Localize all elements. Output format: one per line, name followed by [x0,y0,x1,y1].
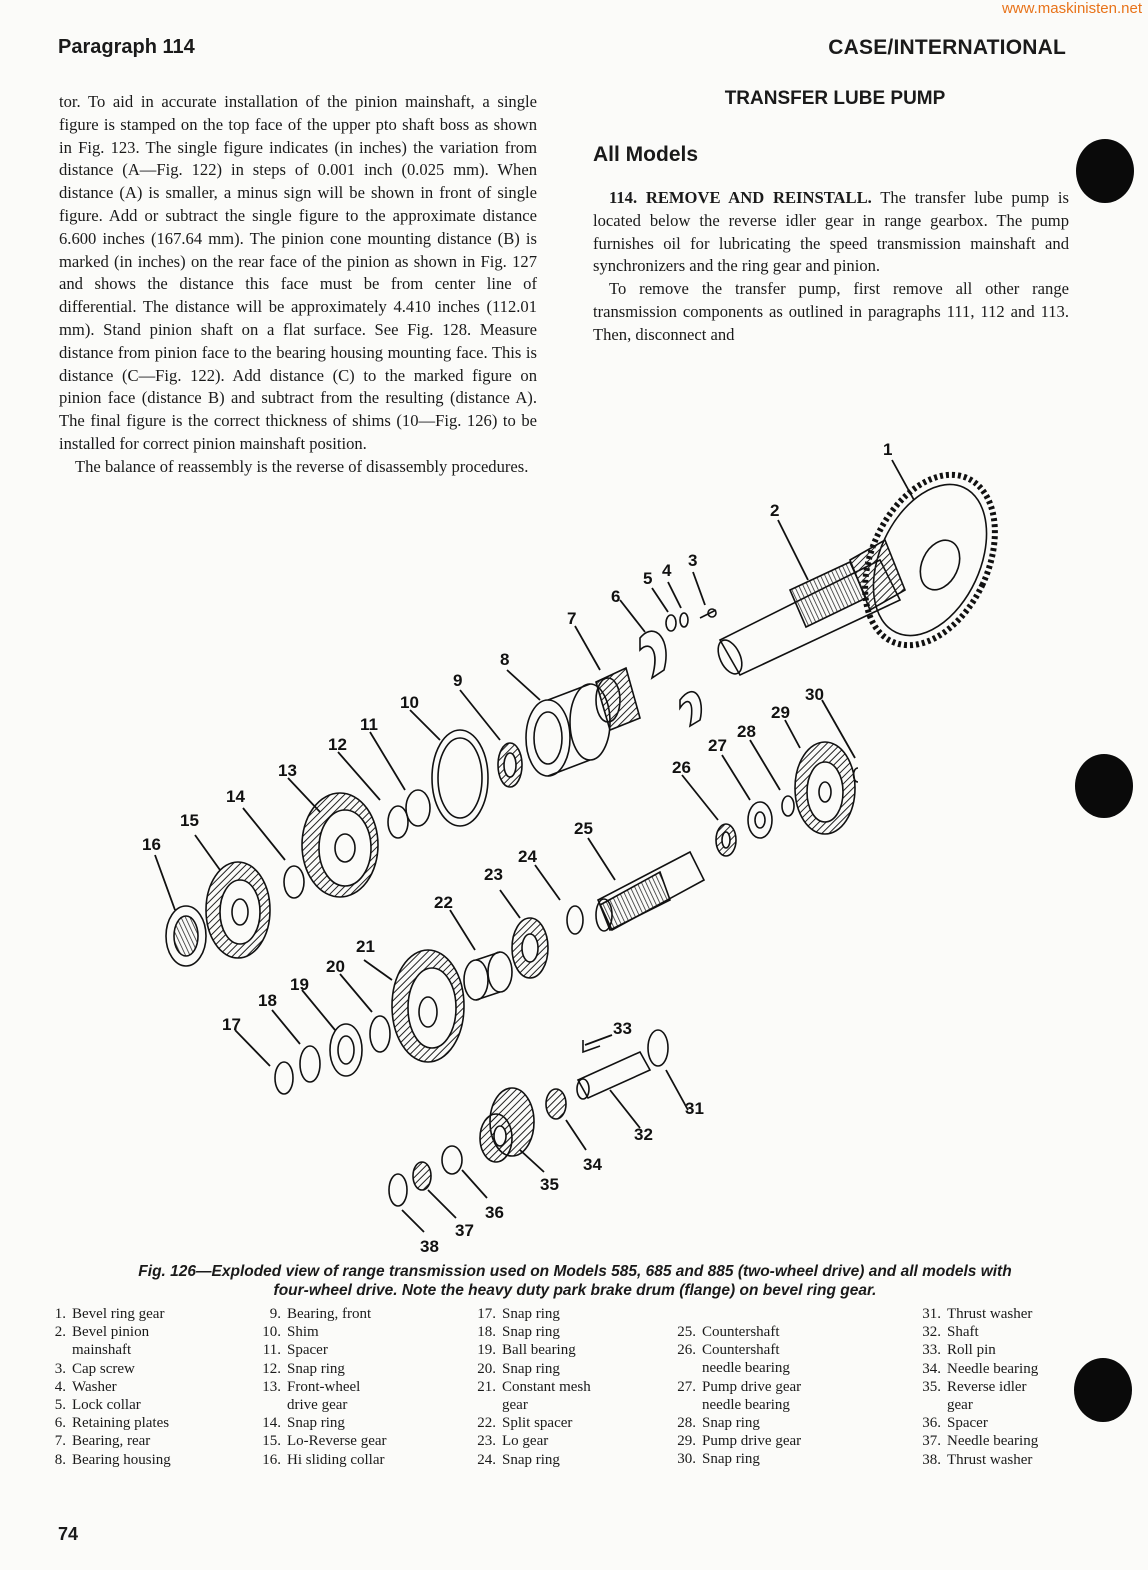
legend-item-number: 3. [54,1360,66,1377]
legend-item-label: Thrust washer [947,1451,1033,1468]
legend-item [670,1450,900,1468]
legend-item [915,1305,1075,1323]
callout-12: 12 [328,735,347,754]
legend-item-number: 20. [477,1360,496,1377]
legend-item-label: Countershaft [702,1324,780,1340]
legend-column-3 [470,1305,680,1469]
legend-item-label: Snap ring [702,1415,760,1432]
legend-item [915,1414,1075,1432]
legend-item-label: Shaft [947,1324,979,1341]
snap-ring-12-part [388,806,408,838]
callout-28: 28 [737,722,756,741]
legend-item-label: Bearing housing [72,1451,171,1468]
legend-item-number: 38. [922,1451,941,1468]
countershaft-needle-bearing-part [716,824,736,856]
legend-column-2 [255,1305,470,1469]
legend-item-label: Lock collar [72,1397,141,1414]
legend-item-label: Bevel ring gear [72,1306,165,1322]
legend-item-number: 26. [677,1342,696,1359]
legend-item [470,1341,680,1359]
legend-column-1 [40,1305,250,1469]
legend-item-number: 33. [922,1342,941,1359]
paragraph-body: The transfer lube pump is located below the reverse idler gear in range gearbox. The pump furnishes oil for lubricating the speed transmission mainshaft and synchronizers and the ring gear and pinion. [593,188,1069,276]
callout-36: 36 [485,1203,504,1222]
legend-item-label: Roll pin [947,1342,996,1359]
retaining-plates-part [640,631,701,726]
page-header-paragraph: Paragraph 114 [58,36,195,58]
legend-item-label: Spacer [287,1342,328,1359]
legend-item-number: 15. [262,1433,281,1450]
legend-item-label: Snap ring [287,1415,345,1432]
needle-bearing-37-part [413,1162,431,1190]
legend-item [470,1360,680,1378]
callout-24: 24 [518,847,537,866]
callout-11: 11 [360,715,378,734]
legend-item [670,1323,900,1341]
legend-item-label: Lo gear [502,1433,549,1450]
subheading: All Models [593,143,699,166]
legend-item-number: 23. [477,1433,496,1450]
spacer-36-part [442,1146,462,1174]
legend-item [670,1341,900,1377]
lo-reverse-gear-part [206,862,270,958]
legend-item-number: 12. [262,1360,281,1377]
legend-item [40,1378,250,1396]
callout-22: 22 [434,893,453,912]
legend-item-label: Thrust washer [947,1306,1033,1322]
legend-item-label: Ball bearing [502,1342,576,1359]
legend-item-label: Front-wheel drive gear [287,1378,361,1414]
callout-31: 31 [685,1099,704,1118]
legend-item-number: 6. [54,1415,66,1432]
legend-item-label: Countershaft needle bearing [702,1342,790,1377]
legend-item-label: Lo-Reverse gear [287,1433,387,1450]
legend-item-label: Washer [72,1378,117,1395]
ball-bearing-part [330,1024,362,1076]
legend-item [255,1360,470,1378]
callout-21: 21 [356,937,375,956]
snap-ring-24-part [567,906,583,934]
snap-ring-17-part [275,1062,293,1094]
legend-item [40,1432,250,1450]
lo-gear-part [512,918,548,978]
callout-2: 2 [770,501,780,520]
pump-drive-gear-needle-bearing-part [748,802,772,838]
legend-item [915,1360,1075,1378]
callout-4: 4 [662,561,672,580]
legend-item-label: Bearing, rear [72,1433,151,1450]
legend-item-number: 24. [477,1451,496,1468]
legend-item-label: Snap ring [502,1324,560,1341]
callout-30: 30 [805,685,824,704]
reverse-idler-shaft-part [577,1052,650,1099]
legend-item-number: 37. [922,1433,941,1450]
legend-item-number: 32. [922,1324,941,1341]
thrust-washer-31-part [648,1030,668,1066]
legend-item-number: 17. [477,1306,496,1322]
legend-column-4 [670,1323,900,1469]
legend-item-number: 1. [54,1306,66,1322]
section-title: TRANSFER LUBE PUMP [724,88,946,109]
left-paragraph-1: tor. To aid in accurate installation of the pinion mainshaft, a single figure is stamped on the top face of the upper pto shaft boss as shown in Fig. 123. The single figure indicates (in inches) the variation from distance (A—Fig. 122) in steps of 0.001 inch (0.025 mm). When distance (A) is smaller, a minus sign will be shown in front of single figure. Add or subtract the single figure to the approximate distance 6.600 inches (167.64 mm). The pinion cone mounting distance (B) is marked (in inches) on the rear face of the pinion as shown in Fig. 127 and shows the distance this face must be from center line of differential. The distance will be approximately 4.410 inches (112.01 mm). Stand pinion shaft on a flat surface. See Fig. 128. Measure distance from pinion face to the bearing housing mounting face. This is distance (C—Fig. 122). Add distance (C) to the marked figure on pinion face (distance B) and subtract from the resulting (distance A). The final figure is the correct thickness of shims (10—Fig. 126) to be installed for correct pinion mainshaft position. [59,92,537,453]
legend-item [40,1396,250,1414]
legend-item-label: Pump drive gear needle bearing [702,1378,802,1413]
legend-item-number: 21. [477,1378,496,1395]
legend-item [40,1451,250,1469]
callout-33: 33 [613,1019,632,1038]
legend-item-label: Needle bearing [947,1433,1039,1450]
legend-item-label: Needle bearing [947,1360,1039,1377]
front-bearing-part [498,743,522,787]
legend-item-label: Reverse idler gear [947,1378,1027,1414]
legend-item-number: 14. [262,1415,281,1432]
callout-37: 37 [455,1221,474,1240]
callout-18: 18 [258,991,277,1010]
right-paragraph-2: To remove the transfer pump, first remove all other range transmission components as outlined in paragraphs 111, 112 and 113. Then, disconnect and [593,279,1069,344]
callout-25: 25 [574,819,593,838]
snap-ring-18-part [300,1046,320,1082]
legend-item-number: 9. [269,1306,281,1322]
callout-19: 19 [290,975,309,994]
callout-7: 7 [567,609,577,628]
legend-item [255,1323,470,1341]
legend-item-label: Bearing, front [287,1306,372,1322]
legend-item [470,1378,680,1414]
callout-16: 16 [142,835,161,854]
page-header-manual: CASE/INTERNATIONAL [828,36,1066,59]
legend-item [470,1432,680,1450]
legend-item-number: 27. [677,1378,696,1395]
countershaft-part [596,852,704,931]
split-spacer-part [464,952,512,1000]
callout-1: 1 [883,440,893,459]
callout-13: 13 [278,761,297,780]
legend-item-number: 31. [922,1306,941,1322]
callout-27: 27 [708,736,727,755]
legend-item [255,1305,470,1323]
legend-item [255,1432,470,1450]
legend-item-number: 18. [477,1324,496,1341]
legend-item-number: 16. [262,1451,281,1468]
rear-bearing-part [596,668,640,730]
legend-item [255,1451,470,1469]
legend-item-number: 19. [477,1342,496,1359]
legend-item-number: 10. [262,1324,281,1341]
legend-item-number: 13. [262,1378,281,1395]
legend-item-number: 34. [922,1360,941,1377]
legend-item [915,1451,1075,1469]
watermark: www.maskinisten.net [1001,0,1142,17]
legend-item-label: Constant mesh gear [502,1378,591,1414]
callout-35: 35 [540,1175,559,1194]
caption-line-1: Fig. 126—Exploded view of range transmission used on Models 585, 685 and 885 (two-wheel drive) and all models with [138,1263,1012,1280]
legend-item-label: Hi sliding collar [287,1451,385,1468]
legend-item [40,1360,250,1378]
legend-item-label: Cap screw [72,1360,135,1377]
legend-item [470,1451,680,1469]
snap-ring-30-part [854,768,859,782]
callout-17: 17 [222,1015,241,1034]
callout-32: 32 [634,1125,653,1144]
legend-item [40,1323,250,1359]
page-number: 74 [58,1524,79,1544]
legend-item-label: Split spacer [502,1415,573,1432]
legend-item-number: 5. [54,1397,66,1414]
legend-item [670,1378,900,1414]
callout-29: 29 [771,703,790,722]
callout-6: 6 [611,587,621,606]
snap-ring-28-part [782,796,794,816]
legend-item-number: 11. [262,1342,281,1359]
legend-item-label: Retaining plates [72,1415,170,1432]
legend-item [470,1323,680,1341]
legend-item [470,1305,680,1323]
reverse-idler-gear-part [480,1088,534,1162]
legend-item-number: 2. [54,1324,66,1341]
legend-item-label: Bevel pinion mainshaft [72,1324,150,1359]
legend-item-number: 29. [677,1433,696,1450]
legend-item-label: Pump drive gear [702,1433,802,1450]
legend-item-label: Spacer [947,1415,988,1432]
callout-5: 5 [643,569,653,588]
legend-item-label: Snap ring [287,1360,345,1377]
binder-hole-bottom [1074,1358,1132,1422]
legend-item-number: 36. [922,1415,941,1432]
legend-item [670,1414,900,1432]
callout-9: 9 [453,671,463,690]
shim-part [432,730,488,826]
hi-sliding-collar-part [166,906,206,966]
front-wheel-drive-gear-part [302,793,378,897]
legend-item [915,1323,1075,1341]
needle-bearing-34-part [546,1089,566,1119]
legend-item-label: Snap ring [502,1451,560,1468]
legend-item [915,1432,1075,1450]
caption-line-2: four-wheel drive. Note the heavy duty park brake drum (flange) on bevel ring gear. [273,1282,877,1299]
legend-item [255,1414,470,1432]
legend-item-label: Snap ring [502,1306,560,1322]
callout-10: 10 [400,693,419,712]
thrust-washer-38-part [389,1174,407,1206]
legend-item [670,1432,900,1450]
legend-item [470,1414,680,1432]
callout-3: 3 [688,551,698,570]
legend-item-label: Snap ring [702,1451,760,1468]
constant-mesh-gear-part [392,950,464,1062]
legend-item-label: Snap ring [502,1360,560,1377]
legend-column-5 [915,1305,1075,1469]
legend-item-number: 28. [677,1415,696,1432]
spacer-part [406,790,430,826]
legend-item [915,1378,1075,1414]
legend-item [255,1378,470,1414]
legend-item [915,1341,1075,1359]
snap-ring-14-part [284,866,304,898]
callout-15: 15 [180,811,199,830]
legend-item-number: 25. [677,1324,696,1340]
left-paragraph-2: The balance of reassembly is the reverse of disassembly procedures. [75,456,529,476]
cap-screw-washer-collar-parts [666,609,716,631]
callout-38: 38 [420,1237,439,1256]
figure-caption [60,1262,1090,1300]
callout-34: 34 [583,1155,602,1174]
legend-item-number: 22. [477,1415,496,1432]
legend-item [40,1305,250,1323]
pump-drive-gear-part [795,742,855,834]
legend-item-number: 35. [922,1378,941,1395]
legend-item-number: 8. [54,1451,66,1468]
legend-item [255,1341,470,1359]
legend-item-number: 4. [54,1378,66,1395]
callout-14: 14 [226,787,245,806]
callout-8: 8 [500,650,510,669]
paragraph-lead: 114. REMOVE AND REINSTALL. [609,188,872,207]
callout-26: 26 [672,758,691,777]
legend-item-label: Shim [287,1324,319,1341]
legend-item [40,1414,250,1432]
legend-item-number: 30. [677,1451,696,1468]
legend-item-number: 7. [54,1433,66,1450]
callout-20: 20 [326,957,345,976]
callout-23: 23 [484,865,503,884]
snap-ring-20-part [370,1016,390,1052]
